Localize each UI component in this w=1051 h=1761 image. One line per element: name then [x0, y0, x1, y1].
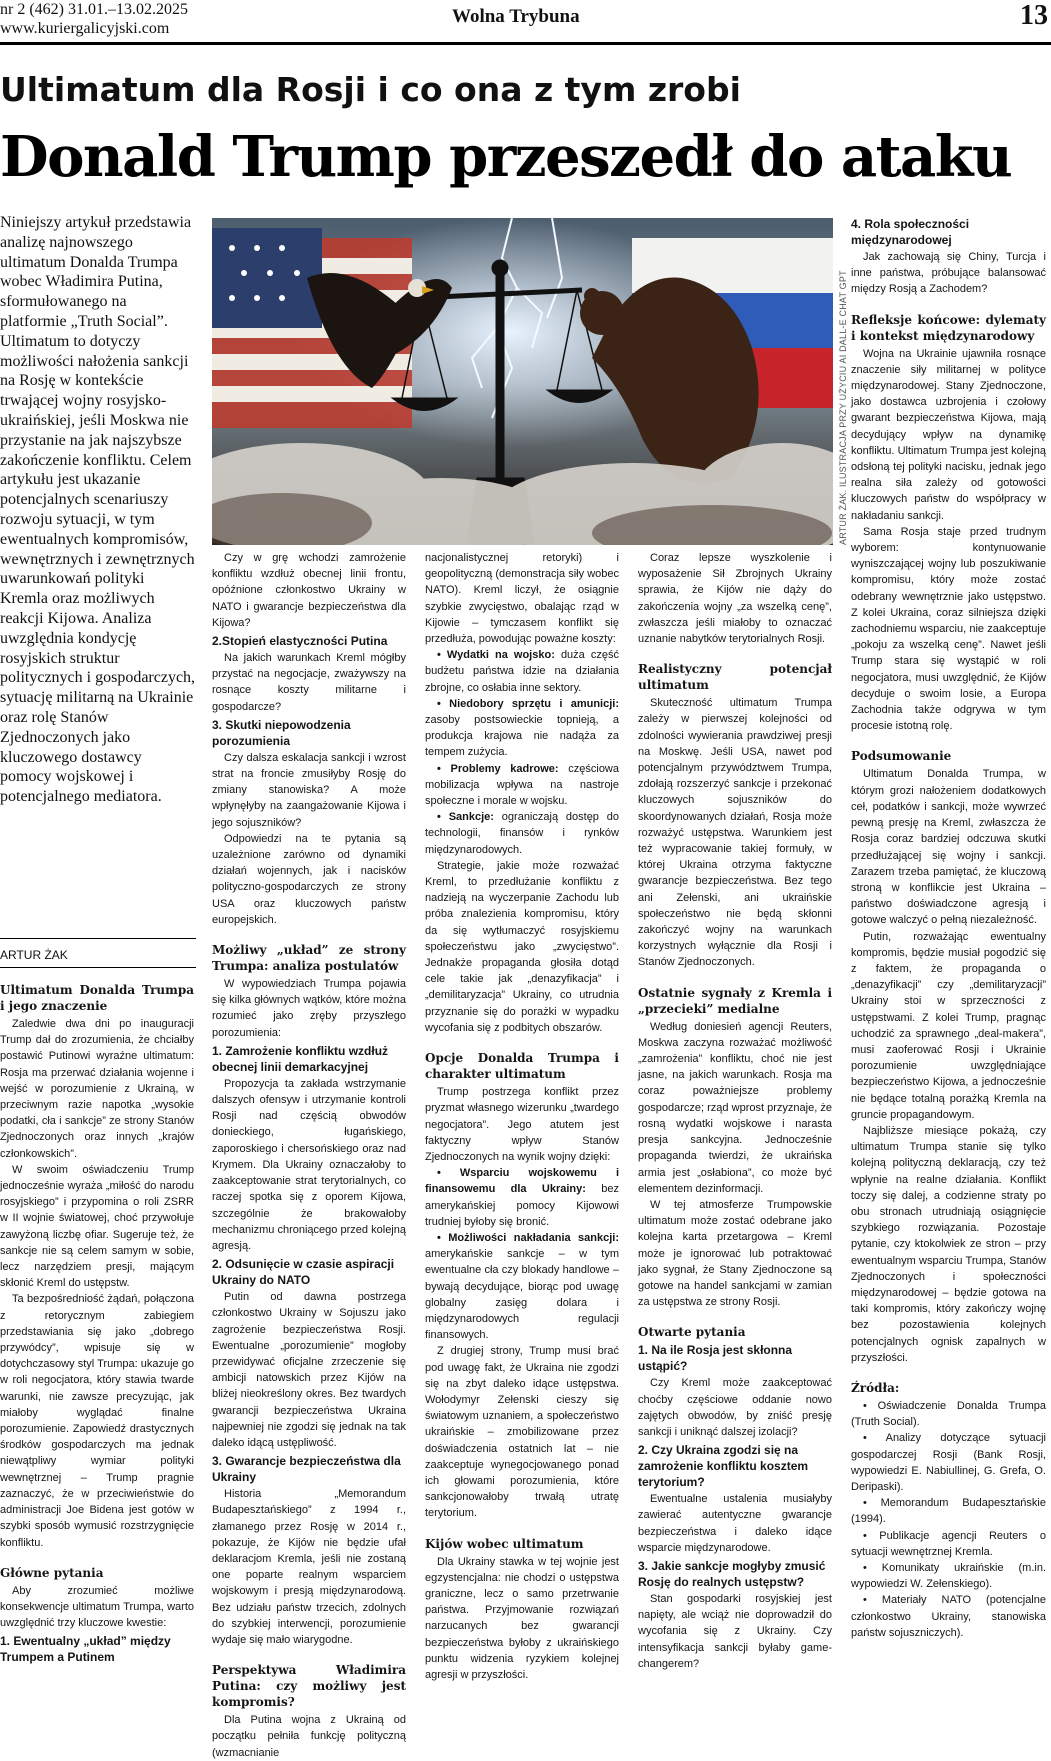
- headline: Donald Trump przeszedł do ataku: [0, 124, 1012, 190]
- paragraph: Zaledwie dwa dni po inauguracji Trump dał do zrozumienia, że chciałby postawić Putinowi wyraźne ultimatum: Rosja ma przerwać działania wojenne i wejść w porozumienie z Ukrainą, w przeciwnym razie napotka „wysokie podatki, cła i sankcje” ze strony Stanów Zjednoczonych oraz innych „krajów członkowskich”.: [0, 1018, 194, 1160]
- subpoint: 3. Gwarancje bezpieczeństwa dla Ukrainy: [212, 1454, 401, 1485]
- paragraph: Putin od dawna postrzega członkostwo Ukrainy w Sojuszu jako zagrożenie bezpieczeństwa Rosji. Ewentualne „porozumienie” mogłoby przewidywać oficjalne zrzeczenie się ambicji natowskich przez Kijów na bliżej nieokreślony okres. Bez twardych gwarancji bezpieczeństwa Ukraina najpewniej nie zgodzi się jednak na tak daleko idącą ustępliwość.: [212, 1291, 406, 1449]
- column-3: [425, 550, 619, 1683]
- paragraph: Sama Rosja staje przed trudnym wyborem: kontynuowanie wyniszczającej wojny lub poszukiwanie kompromisu, który może zostać odebrany wewnętrznie jako ustępstwo. Z kolei Ukraina, coraz silniejsza dzięki zachodniemu wsparciu, nie zaakceptuje „pokoju za wszelką cenę”. Nawet jeśli Trump stara się wystąpić w roli negocjatora, musi uwzględnić, że Kijów decyduje o swoim losie, a Europa Zachodnia także odgrywa w tym procesie istotną rolę.: [851, 525, 1046, 733]
- bullet-item: • Możliwości nakładania sankcji: amerykańskie sankcje – w tym ewentualne cła czy blokady handlowe – bywają decydujące, biorąc pod uwagę globalny zasięg dolara i międzynarodowych regulacji finansowych.: [425, 1231, 619, 1342]
- illustration: [212, 218, 833, 545]
- question: 2.Stopień elastyczności Putina: [212, 634, 388, 649]
- photo-credit: ARTUR ŻAK. ILUSTRACJA PRZY UŻYCIU AI DALL-E CHAT GPT: [838, 270, 848, 545]
- paragraph: Stan gospodarki rosyjskiej jest napięty, ale wciąż nie doprowadził do wycofania się z Ukrainy. Czy intensyfikacja sankcji byłaby game-changerem?: [638, 1592, 832, 1670]
- paragraph: Skuteczność ultimatum Trumpa zależy w pierwszej kolejności od zdolności wywierania prawdziwej presji na Moskwę. Jeśli USA, nawet pod potencjalnym przywództwem Trumpa, zdołają rozszerzyć sankcje i przekonać kluczowych sojuszników do skoordynowanych działań, Rosja może rozważyć ustępstwa. Warunkiem jest też wypracowanie takiej formuły, w której Ukraina otrzyma faktyczne gwarancje bezpieczeństwa. Bez tego ani Zełenski, ani ukraińskie społeczeństwo nie będą skłonni zakończyć wojny na warunkach korzystnych wyłącznie dla Rosji i Stanów Zjednoczonych.: [638, 697, 832, 969]
- subhead: Perspektywa Władimira Putina: czy możliwy jest kompromis?: [212, 1663, 406, 1710]
- author: ARTUR ŻAK: [0, 948, 68, 962]
- source-item: • Materiały NATO (potencjalne członkostwo Ukrainy, stanowiska państw sojuszniczych).: [851, 1594, 1046, 1639]
- bullet-item: • Niedobory sprzętu i amunicji: zasoby postsowieckie topnieją, a produkcja krajowa nie nadąża za tempem zużycia.: [425, 697, 619, 759]
- subhead: Główne pytania: [0, 1565, 104, 1580]
- paragraph: Putin, rozważając ewentualny kompromis, będzie musiał pogodzić się z faktem, że propaganda o „denazyfikacji” czy „demilitaryzacji” Ukrainy stoi w sprzeczności z ustępstwami. Z kolei Trump, pragnąc uchodzić za sprawnego „deal-makera”, musi zaoferować Rosji i Ukrainie porozumienie uwzględniające bezpieczeństwo Kijowa, a jednocześnie nie będące totalną porażką Kremla na gruncie propagandowym.: [851, 930, 1046, 1121]
- paragraph: Propozycja ta zakłada wstrzymanie dalszych ofensyw i utrzymanie kontroli Rosji nad częścią obwodów donieckiego, ługańskiego, zaporoskiego i chersońskiego oraz nad Krymem. Dla Ukrainy oznaczałoby to zaakceptowanie strat terytorialnych, co raczej spotka się z oporem Kijowa, szczególnie że brakowałoby mechanizmu chroniącego przed kolejną agresją.: [212, 1077, 406, 1252]
- paragraph: nacjonalistycznej retoryki) i geopolityczną (demonstracja siły wobec NATO). Kreml liczył, że osiągnie szybkie zwycięstwo, obalając rząd w Kijowie – tymczasem konflikt się przedłuża, powodując poważne koszty:: [425, 552, 619, 646]
- paragraph: Aby zrozumieć możliwe konsekwencje ultimatum Trumpa, warto uwzględnić trzy kluczowe kwestie:: [0, 1584, 194, 1630]
- paragraph: Według doniesień agencji Reuters, Moskwa zaczyna rozważać możliwość „zamrożenia” konfliktu, choć nie jest jasne, na jakich warunkach. Rosja ma coraz poważniejsze problemy gospodarcze; rząd wprost przyznaje, że rosną wydatki wojskowe i narasta presja sankcyjna. Jednocześnie propaganda twierdzi, że ukraińska armia jest „osłabiona”, co może być elementem dezinformacji.: [638, 1020, 832, 1195]
- question: 2. Czy Ukraina zgodzi się na zamrożenie konfliktu kosztem terytorium?: [638, 1443, 809, 1490]
- subhead: Ultimatum Donalda Trumpa i jego znaczenie: [0, 983, 194, 1013]
- column-4: [638, 550, 832, 1672]
- subhead: Realistyczny potencjał ultimatum: [638, 662, 832, 693]
- issue-number: nr 2 (462) 31.01.–13.02.2025: [0, 1, 188, 18]
- paragraph: Trump postrzega konflikt przez pryzmat własnego wizerunku „twardego negocjatora”. Jego atutem jest faktyczny wpływ Stanów Zjednoczonych na wynik wojny dzięki:: [425, 1086, 619, 1163]
- question: 1. Ewentualny „układ” między Trumpem a Putinem: [0, 1634, 171, 1665]
- question: 4. Rola społeczności międzynarodowej: [851, 217, 970, 247]
- subhead: Możliwy „układ” ze strony Trumpa: analiza postulatów: [212, 943, 406, 974]
- column-2: [212, 550, 406, 1761]
- section-name: Wolna Trybuna: [452, 6, 580, 27]
- paragraph: Ultimatum Donalda Trumpa, w którym grozi nałożeniem dodatkowych ceł, podatków i sankcji, może wywrzeć pewną presję na Kreml, zwłaszcza że Rosja coraz bardziej odczuwa skutki przedłużającej się wojny i sankcji. Zarazem trzeba pamiętać, że kluczową stroną w konflikcie jest Ukraina – państwo doświadczone agresją i gotowe walczyć o pełną niezależność.: [851, 768, 1046, 927]
- bullet-item: • Wsparciu wojskowemu i finansowemu dla Ukrainy: bez amerykańskiej pomocy Kijowowi trudniej byłoby się bronić.: [425, 1167, 619, 1228]
- paragraph: Czy w grę wchodzi zamrożenie konfliktu wzdłuż obecnej linii frontu, opóźnione członkostwo Ukrainy w NATO i gwarancje bezpieczeństwa dla Kijowa?: [212, 552, 406, 629]
- website-link[interactable]: www.kuriergalicyjski.com: [0, 20, 170, 37]
- paragraph: Z drugiej strony, Trump musi brać pod uwagę fakt, że Ukraina nie zgodzi się na zbyt daleko idące ustępstwa. Wołodymyr Zełenski cieszy się światowym uznaniem, a społeczeństwo ukraińskie – zmobilizowane przez doświadczenia ostatnich lat – nie zaakceptuje wynegocjowanego ponad ich głowami porozumienia, które sankcjonowałoby trwałą utratę terytorium.: [425, 1345, 619, 1520]
- subhead: Podsumowanie: [851, 749, 952, 764]
- subhead: Kijów wobec ultimatum: [425, 1536, 584, 1551]
- kicker: Ultimatum dla Rosji i co ona z tym zrobi: [0, 70, 741, 109]
- question: 3. Jakie sankcje mogłyby zmusić Rosję do realnych ustępstw?: [638, 1558, 826, 1589]
- paragraph: W tej atmosferze Trumpowskie ultimatum może zostać odebrane jako kolejna karta przetargowa – Kreml może je ignorować lub potraktować jako sygnał, że Stany Zjednoczone są gotowe na handel sankcjami w zamian za ustępstwa ze strony Rosji.: [638, 1198, 832, 1309]
- paragraph: Ta bezpośredniość żądań, połączona z retorycznym zabiegiem przedstawiania się jako „dobrego przywódcy”, wpisuje się w dotychczasowy styl Trumpa: ukazuje go w roli negocjatora, który stawia twarde warunki, nie zawsze precyzując, jak miałoby wyglądać finalne porozumienie. Zapowiedź drastycznych środków gospodarczych ma jednak niewątpliwy wymiar polityki wewnętrznej – Trump pragnie zaznaczyć, że w przeciwieństwie do administracji Joe Bidena jest gotów w szybki sposób wymusić rozstrzygnięcie konfliktu.: [0, 1293, 194, 1549]
- subhead: Refleksje końcowe: dylematy i kontekst międzynarodowy: [851, 312, 1046, 343]
- paragraph: Najbliższe miesiące pokażą, czy ultimatum Trumpa stanie się tylko kolejną polityczną deklaracją, czy też wpłynie na realne działania. Konflikt toczy się dalej, a codzienne straty po obu stronach utrudniają osiągnięcie szybkiego rozwiązania. Pozostaje pytanie, czy ktokolwiek ze stron – przy ewentualnym wsparciu Trumpa, Stanów Zjednoczonych i społeczności międzynarodowej – będzie gotowa na taki kompromis, który zakończy wojnę bez pozostawienia kolejnych potencjalnych ognisk zapalnych w przyszłości.: [851, 1124, 1046, 1364]
- lead-paragraph: Niniejszy artykuł przedstawia analizę najnowszego ultimatum Donalda Trumpa wobec Władimira Putina, sformułowanego na platformie „Truth Social”. Ultimatum to dotyczy możliwości nałożenia sankcji na Rosję w kontekście trwającej wojny rosyjsko-ukraińskiej, jeśli Moskwa nie przystanie na jak najszybsze zakończenie konfliktu. Celem artykułu jest ukazanie potencjalnych scenariuszy rozwoju sytuacji, w tym ewentualnych kompromisów, wewnętrznych i zewnętrznych uwarunkowań polityki Kremla oraz możliwych reakcji Kijowa. Analiza uwzględnia kondycję rosyjskich struktur politycznych i gospodarczych, sytuację militarną na Ukrainie oraz rolę Stanów Zjednoczonych jako kluczowego dostawcy pomocy wojskowej i potencjalnego mediatora.: [0, 214, 196, 806]
- column-5: [851, 214, 1046, 1641]
- column-1: [0, 968, 194, 1666]
- bullet-item: • Sankcje: ograniczają dostęp do technologii, finansów i rynków międzynarodowych.: [425, 811, 620, 856]
- paragraph: Dla Putina wojna z Ukrainą od początku pełniła funkcję polityczną (wzmacnianie: [212, 1714, 406, 1759]
- subhead: Otwarte pytania: [638, 1325, 746, 1340]
- paragraph: Jak zachowają się Chiny, Turcja i inne państwa, próbujące balansować między Rosją a Zachodem?: [851, 251, 1046, 296]
- paragraph: Historia „Memorandum Budapesztańskiego” z 1994 r., złamanego przez Rosję w 2014 r., pokazuje, że Kijów nie będzie ufał deklaracjom Kremla, jeśli nie zostaną one poparte realnym wsparciem wojskowym i presją międzynarodową. Bez udziału państw trzecich, zdolnych do szybkiej interwencji, porozumienie wydaje się mało wiarygodne.: [212, 1488, 406, 1646]
- paragraph: Ewentualne ustalenia musiałyby zawierać autentyczne gwarancje bezpieczeństwa i daleko idące wsparcie międzynarodowe.: [638, 1493, 832, 1554]
- source-item: • Memorandum Budapesztańskie (1994).: [851, 1497, 1046, 1526]
- lead-divider: [0, 938, 196, 939]
- paragraph: Strategie, jakie może rozważać Kreml, to przedłużanie konfliktu z nadzieją na wyczerpanie Zachodu lub próba znalezienia kompromisu, który da się wytłumaczyć rosyjskiemu społeczeństwu jako „zwycięstwo”. Jednakże propaganda głosiła dotąd cele takie jak „denazyfikacja” i „demilitaryzacja” Ukrainy, co utrudnia przyznanie się do porażki w wypadku wycofania się z podbitych obszarów.: [425, 859, 619, 1034]
- source-item: • Analizy dotyczące sytuacji gospodarczej Rosji (Bank Rosji, wypowiedzi E. Nabiullinej, G. Grefa, O. Deripaski).: [851, 1432, 1046, 1494]
- subpoint: 1. Zamrożenie konfliktu wzdłuż obecnej linii demarkacyjnej: [212, 1043, 389, 1074]
- source-item: • Oświadczenie Donalda Trumpa (Truth Social).: [851, 1400, 1046, 1429]
- source-item: • Komunikaty ukraińskie (m.in. wypowiedzi W. Zełenskiego).: [851, 1562, 1046, 1591]
- paragraph: Odpowiedzi na te pytania są uzależnione zarówno od dynamiki działań wojennych, jak i nacisków polityczno-gospodarczych ze strony USA oraz kluczowych państw europejskich.: [212, 832, 406, 926]
- subpoint: 2. Odsunięcie w czasie aspiracji Ukrainy do NATO: [212, 1257, 395, 1288]
- header-rule: [0, 42, 1051, 45]
- sources-heading: Źródła:: [851, 1381, 900, 1395]
- paragraph: Wojna na Ukrainie ujawniła rosnące znaczenie siły militarnej w polityce międzynarodowej. Stany Zjednoczone, jako dostawca uzbrojenia i czołowy gwarant bezpieczeństwa Kijowa, mają decydujący wpływ na dynamikę konfliktu. Ultimatum Trumpa jest kolejną odsłoną tej polityki nacisku, jednak jego realna siła zależy od gotowości kluczowych państw do współpracy w nakładaniu sankcji.: [851, 347, 1046, 522]
- paragraph: W wypowiedziach Trumpa pojawia się kilka głównych wątków, które można rozumieć jako zręby przyszłego porozumienia:: [212, 978, 406, 1039]
- question: 1. Na ile Rosja jest skłonna ustąpić?: [638, 1343, 793, 1374]
- paragraph: Na jakich warunkach Kreml mógłby przystać na negocjacje, zważywszy na rosnące koszty militarne i gospodarcze?: [212, 652, 406, 713]
- bullet-item: • Problemy kadrowe: częściowa mobilizacja wpływa na nastroje społeczne i morale w wojsku.: [425, 762, 619, 808]
- paragraph: W swoim oświadczeniu Trump jednocześnie wyraża „miłość do narodu rosyjskiego” i przypomina o roli ZSRR w II wojnie światowej, choć przywołuje zawyżoną liczbę ofiar. Sugeruje też, że sankcje nie są celem samym w sobie, lecz narzędziem presji, mającym skłonić Kreml do ustępstw.: [0, 1163, 194, 1290]
- subhead: Ostatnie sygnały z Kremla i „przecieki” medialne: [638, 985, 832, 1016]
- paragraph: Coraz lepsze wyszkolenie i wyposażenie Sił Zbrojnych Ukrainy sprawia, że Kijów nie dąży do zakończenia wojny „za wszelką cenę”, zwłaszcza jeśli miałoby to oznaczać uznanie nabytków terytorialnych Rosji.: [638, 552, 832, 646]
- subhead: Opcje Donalda Trumpa i charakter ultimatum: [425, 1051, 619, 1082]
- paragraph: Czy dalsza eskalacja sankcji i wzrost strat na froncie zmusiłyby Rosję do zmiany stanowiska? A może wpłynęłyby na zaangażowanie Kijowa i jego sojuszników?: [212, 751, 406, 829]
- bullet-item: • Wydatki na wojsko: duża część budżetu państwa idzie na działania zbrojne, co osłabia inne sektory.: [425, 649, 619, 694]
- issue-info: [0, 0, 188, 38]
- paragraph: Dla Ukrainy stawka w tej wojnie jest egzystencjalna: nie chodzi o ustępstwa graniczne, lecz o samo przetrwanie państwa. Przyjmowanie rozwiązań narzucanych bez gwarancji bezpieczeństwa byłoby z ukraińskiego punktu widzenia ryzykiem kolejnej agresji w przyszłości.: [425, 1555, 619, 1681]
- paragraph: Czy Kreml może zaakceptować choćby częściowe oddanie nowo zajętych obwodów, by zniść presję sankcji i uniknąć dalszej izolacji?: [638, 1377, 832, 1438]
- page-number: 13: [1020, 0, 1048, 31]
- question: 3. Skutki niepowodzenia porozumienia: [212, 717, 351, 748]
- source-item: • Publikacje agencji Reuters o sytuacji wewnętrznej Kremla.: [851, 1529, 1046, 1558]
